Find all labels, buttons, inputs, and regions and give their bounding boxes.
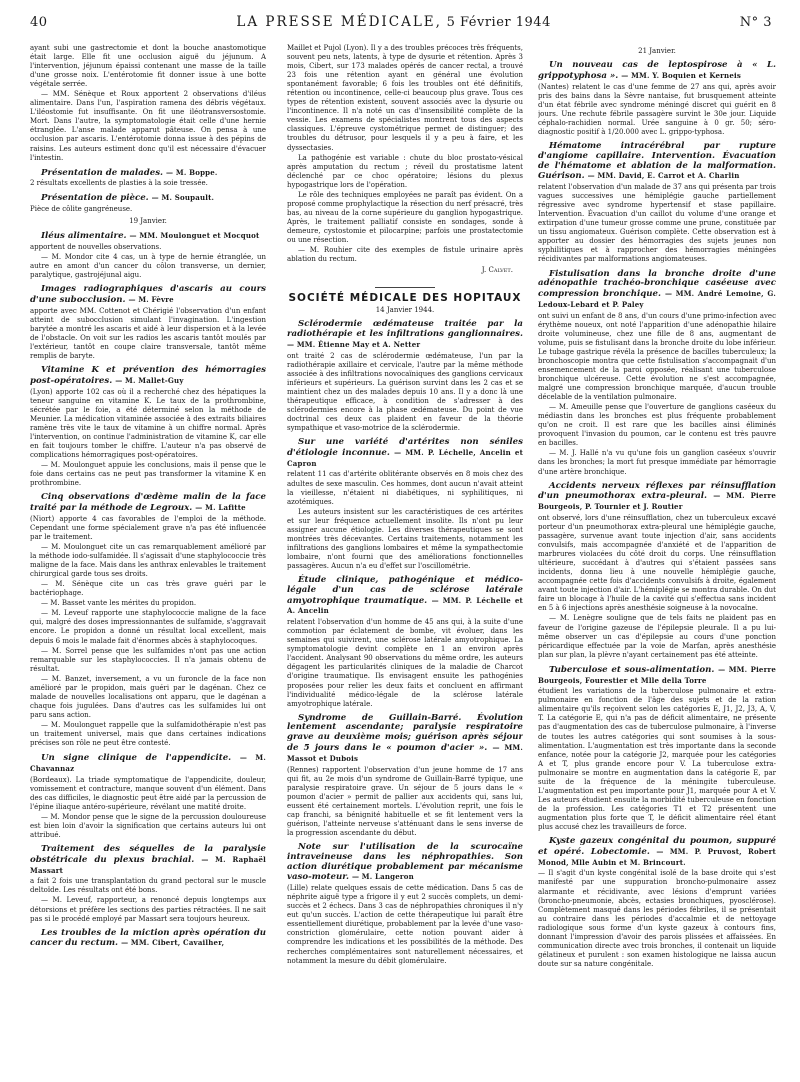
section-heading: Un signe clinique de l'appendicite. — M. Chavannaz	[30, 753, 266, 773]
section-heading: Un nouveau cas de leptospirose à « L. grippotyphosa ». — MM. Y. Boquien et Kerneis	[538, 60, 776, 81]
paragraph: — M. Rouhier cite des exemples de fistule urinaire après ablation du rectum.	[287, 246, 523, 264]
paragraph: apporte avec MM. Cottenot et Chérigié l'observation d'un enfant atteint de subocclusion simulant l'invagination. L'ingestion barytée a montré les ascaris et aidé à leur dispersion et à la levée de l'obstacle. On voit sur les radios les ascaris tantôt moulés par l'extérieur, tantôt en coupe claire transversale, tantôt même remplis de baryte.	[30, 306, 266, 361]
paragraph: — M. Ameuille pense que l'ouverture de ganglions caséeux du médiastin dans les bronches est plus fréquente probablement qu'on ne croit. Il est rare que les bacilles ainsi éliminés provoquent l'invasion du poumon, car le contenu est très pauvre en bacilles.	[538, 403, 776, 448]
paragraph: — M. Basset vante les mérites du propidon.	[41, 599, 197, 608]
paragraph: — M. Leveuf, rapporteur, a renoncé depuis longtemps aux détorsions et préfère les sections des parties rétractées. Il ne sait pas si le procédé employé par Massart sera toujours heureux.	[30, 896, 266, 923]
paragraph: — M. Sorrel pense que les sulfamides n'ont pas une action remarquable sur les staphylococcies. Il n'a jamais obtenu de résultat.	[30, 646, 266, 673]
paragraph: (Bordeaux). La triade symptomatique de l'appendicite, douleur, vomissement et contracture, manque souvent d'un élément. Dans des cas difficiles, le diagnostic peut être aidé par la percussion de l'épine iliaque antéro-supérieure, révélant une matité droite.	[30, 775, 266, 811]
section-heading: Cinq observations d'œdème malin de la face traité par la méthode de Legroux. — M. Lafitte	[30, 492, 266, 514]
paragraph: Maillet et Pujol (Lyon). Il y a des troubles précoces très fréquents, souvent peu nets, latents, à type de dysurie et rétention. Après 3 mois, Cibert, sur 173 malades opérés de cancer rectal, a trouvé 23 fois une rétention ayant en général une évolution spontanément favorable; 6 fois les troubles ont été définitifs, rétention ou incontinence, celle-ci beaucoup plus grave. Tous ces types de rétention existent, souvent associés avec la dysurie ou l'incontinence. Il n'a noté un cas d'insensibilité complète de la vessie. Les examens de spécialistes montrent tous des aspects classiques. L'épreuve cystométrique permet de distinguer; des troubles du détrusor, pour lesquels il y a peu à faire, et les dyssectasies.	[287, 44, 523, 152]
paragraph: ayant subi une gastrectomie et dont la bouche anastomotique était large. Elle fit une occlusion aiguë du jéjunum. A l'intervention, jéjunum épaissi contenant une masse de la taille d'une grosse noix. L'entérotomie fit donner issue à une botte végétale serrée.	[30, 44, 266, 89]
session-date: 19 Janvier.	[129, 217, 167, 226]
society-title: SOCIÉTÉ MÉDICALE DES HOPITAUX	[288, 292, 522, 305]
paragraph: (Rennes) rapportent l'observation d'un jeune homme de 17 ans qui fit, au 2e mois d'un syndrome de Guillain-Barré typique, une paralysie respiratoire grave. Un séjour de 5 jours dans le « poumon d'acier » permit de pallier aux accidents qui, sans lui, eussent été certainement mortels. L'évolution reprit, une fois le cap franchi, sa bénignité habituelle et se fit lentement vers la guérison, l'atteinte nerveuse s'atténuant dans le sens inverse de la progression ascendante du début.	[287, 765, 523, 837]
paragraph: Pièce de côlite gangréneuse.	[30, 205, 133, 214]
section-heading: Présentation de pièce. — M. Soupault.	[41, 193, 215, 204]
paragraph: relatent l'observation d'un homme de 45 ans qui, à la suite d'une commotion par éclatement de bombe, vit évoluer, dans les semaines qui suivirent, une sclérose latérale amyotrophique. La symptomatologie devint complète en 1 an environ après l'accident. Analysant 90 observations du même ordre, les auteurs dégagent les particularités cliniques de la maladie de Charcot d'origine traumatique. Ils envisagent ensuite les pathogénies proposées pour relier les deux faits et concluent en affirmant l'individualité médico-légale de la sclérose latérale amyotrophique latérale.	[287, 618, 523, 708]
column-1	[30, 44, 266, 1074]
section-heading: Kyste gazeux congénital du poumon, suppuré et opéré. Lobectomie. — MM. P. Pruvost, Robert Monod, Mlle Aubin et M. Brincourt.	[538, 836, 776, 867]
paragraph: ont suivi un enfant de 8 ans, d'un cours d'une primo-infection avec érythème noueux, ont noté l'apparition d'une adénopathie hilaire droite volumineuse, chez une fille de 8 ans, augmentant de volume, puis se fistulisant dans la bronche droite du lobe inférieur. Le tubage gastrique révéla la présence de bacilles tuberculeux; la bronchoscopie montra que cette fistulisation s'accompagnait d'un ensemencement de la paroi opposée, réalisant une tuberculose bronchique ulcéreuse. Cette évolution ne s'est accompagnée, malgré une compression bronchique marquée, d'aucun trouble décelable de la ventilation pulmonaire.	[538, 311, 776, 402]
issue-number: N° 3	[739, 15, 772, 30]
paragraph: ont traité 2 cas de sclérodermie œdémateuse, l'un par la radiothérapie axillaire et cervicale, l'autre par la même méthode associée à des infiltrations novocaïniques des ganglions cervicaux inférieurs et supérieurs. La guérison survint dans les 2 cas et se maintient chez un des malades depuis 10 ans. Il y a donc là une thérapeutique efficace, à condition de s'adresser à des sclérodermies encore à la phase œdémateuse. Du point de vue doctrinal ces deux cas plaident en faveur de la théorie sympathique et vaso-motrice de la sclérodermie.	[287, 351, 523, 433]
section-heading: Syndrome de Guillain-Barré. Évolution lentement ascendante; paralysie respiratoire grave au deuxième mois; guérison après séjour de 5 jours dans le « poumon d'acier ». — MM. Massot et Dubois	[287, 712, 523, 763]
section-heading: Traitement des séquelles de la paralysie obstétricale du plexus brachial. — M. Raphaël Massart	[30, 844, 266, 875]
paragraph: relatent l'observation d'un malade de 37 ans qui présenta par trois vagues successives une hémiplégie gauche partiellement régressive avec syndrome hypertensif et stase papillaire. Intervention. Évacuation d'un caillot du volume d'une orange et extirpation d'une tumeur grosse comme une prune, constituée par un tissu angiomateux. Guérison complète. Cette observation est à apporter au dossier des hémorragies des sujets jeunes non syphilitiques et à rapprocher des hémorragies méningées récidivantes par malformations angiomateuses.	[538, 183, 776, 264]
paragraph: — M. J. Hallé n'a vu qu'une fois un ganglion caséeux s'ouvrir dans les bronches; la mort fut presque immédiate par hémorragie d'une artère bronchique.	[538, 449, 776, 476]
page-header	[30, 14, 772, 36]
paragraph: (Lyon) apporte 102 cas où il a recherché chez des hépatiques la teneur sanguine en vitamine K. Le taux de la prothrombine, sécrétée par le foie, a été déterminé selon la méthode de Meunier. La médication vitaminée associée à des extraits biliaires ramène très vite le taux de vitamine à un chiffre normal. Après l'intervention, on continue l'administration de vitamine K, car elle en fait toujours tomber le chiffre. L'auteur n'a pas observé de complications hémorragiques post-opératoires.	[30, 387, 266, 460]
paragraph: Le rôle des techniques employées ne paraît pas évident. On a proposé comme prophylactique la résection du nerf présacré, très bas, au niveau de la corne supérieure du ganglion hypogastrique. Après, le traitement palliatif consiste en sondages, sonde à demeure, cystostomie et pilocarpine; parfois une prostatectomie ou une résection.	[287, 190, 523, 244]
paragraph: (Lille) relate quelques essais de cette médication. Dans 5 cas de néphrite aiguë type a frigore il y eut 2 succès complets, un demi-succès et 2 échecs. Dans 3 cas de néphropathies chroniques il n'y eut qu'un succès. L'action de cette thérapeutique lui paraît être essentiellement diurétique, probablement par la levée d'une vaso-constriction glomérulaire, cette notion pouvant aider à comprendre les indications et les possibilités de la méthode. Des recherches complémentaires sont naturellement nécessaires, et notamment la mesure du débit glomérulaire.	[287, 884, 523, 965]
paragraph: Les auteurs insistent sur les caractéristiques de ces artérites et sur leur fréquence actuellement insolite. Ils n'ont pu leur assigner aucune étiologie. Les diverses thérapeutiques se sont montrées très décevantes. Certains traitements, notamment les infiltrations des ganglions lombaires et même la sympathectomie lombaire, n'ont fourni que des améliorations fonctionnelles passagères. Aucun n'a eu d'effet sur l'oscillométrie.	[287, 507, 523, 570]
paragraph: — Il s'agit d'un kyste congénital isolé de la base droite qui s'est manifesté par une suppuration broncho-pulmonaire assez alarmante et récidivante, avec lésions d'emprunt variées (broncho-pneumonie, abcès, ectasies bronchiques, pyosclérose). Complètement masqué dans les périodes fébriles, il se présentait au contraire dans les périodes d'accalmie et de nettoyage radiologique sous forme d'un kyste gazeux à contours fins, donnant l'impression d'avoir des parois plissées et affaissées. En communication directe avec trois bronches, il contenait un liquide gélatineux et purulent : son examen histologique ne laissa aucun doute sur sa nature congénitale.	[538, 869, 776, 968]
page-number: 40	[30, 15, 48, 30]
paragraph: — M. Banzet, inversement, a vu un furoncle de la face non amélioré par le propidon, mais guéri par le dagénan. Chez ce malade de nouvelles localisations ont apparu, que le dagénan a chaque fois jugulées. Dans d'autres cas les sulfamides lui ont paru sans action.	[30, 674, 266, 719]
paragraph: (Niort) apporte 4 cas favorables de l'emploi de la méthode. Cependant une forme spécialement grave n'a pas été influencée par le traitement.	[30, 514, 266, 541]
paragraph: — MM. Sénèque et Roux apportent 2 observations d'iléus alimentaire. Dans l'un, l'aspiration ramena des débris végétaux. L'iléostomie fut insuffisante. On fit une iléotransversostomie. Mort. Dans l'autre, la symptomatologie était celle d'une hernie étranglée. L'anse malade apparut pâteuse. On pensa à une occlusion par ascaris. L'entérotomie donna issue à des pépins de raisins. Les auteurs estiment donc qu'il est nécessaire d'évacuer l'intestin.	[30, 90, 266, 162]
paragraph: étudient les variations de la tuberculose pulmonaire et extra-pulmonaire en fonction de l'âge des sujets et de la ration alimentaire qu'ils reçoivent selon les catégories E, J1, J2, J3, A, V, T. La catégorie E, qui n'a pas de déficit alimentaire, ne présente pas d'augmentation des cas de tuberculose pulmonaire, à l'inverse de toutes les autres catégories qui sont soumises à la sous-alimentation. L'augmentation est très importante dans la seconde enfance, notée pour la catégorie J2, marquée pour les catégories A et T, plus grande encore pour V. La tuberculose extra-pulmonaire se montre en augmentation dans la catégorie E, par suite de la fréquence de la méningite tuberculeuse. L'augmentation est peu importante pour J1, marquée pour A et V. Les auteurs étudient ensuite la morbidité tuberculeuse en fonction de la profession. Les catégories T1 et T2 présentent une augmentation plus forte que T, le déficit alimentaire réel étant plus accusé chez les travailleurs de force.	[538, 687, 776, 831]
section-heading: Les troubles de la miction après opération du cancer du rectum. — MM. Cibert, Cavailher,	[30, 927, 266, 949]
paragraph: — M. Moulonguet rappelle que la sulfamidothérapie n'est pas un traitement universel, mais que dans certaines indications précises son rôle ne peut être contesté.	[30, 720, 266, 748]
paragraph: La pathogénie est variable : chute du bloc prostato-vésical après amputation du rectum ; réveil du prostatisme latent déclenché par ce choc opératoire; lésions du plexus hypogastrique lors de l'opération.	[287, 153, 523, 189]
paragraph: — M. Mondor cite 4 cas, un à type de hernie étranglée, un autre en amont d'un cancer du côlon transverse, un dernier, paralytique, gastrojéjunal aigu.	[30, 253, 266, 280]
paragraph: (Nantes) relatent le cas d'une femme de 27 ans qui, après avoir pris des bains dans la Sèvre nantaise, fut brusquement atteinte d'un état fébrile avec syndrome méningé discret qui guérit en 8 jours. Une rechute fébrile passagère survint le 30e jour. Liquide céphalo-rachidien normal. Urée sanguine à 0 gr. 50; séro-diagnostic positif à 1/20.000 avec L. grippo-typhosa.	[538, 82, 776, 136]
section-heading: Sur une variété d'artérites non séniles d'étiologie inconnue. — MM. P. Léchelle, Ancelin et Capron	[287, 437, 523, 468]
section-heading: Présentation de malades. — M. Boppe.	[41, 167, 218, 178]
paragraph: — M. Mondor pense que le signe de la percussion douloureuse est bien loin d'avoir la signification que certains auteurs lui ont attribué.	[30, 812, 266, 839]
section-heading: Fistulisation dans la bronche droite d'une adénopathie trachéo-bronchique caséeuse avec compression bronchique. — MM. André Lemoine, G. Ledoux-Lebard et P. Paley	[538, 268, 776, 309]
paragraph: — M. Moulonguet cite un cas remarquablement amélioré par la méthode iodo-sulfamidée. Il s'agissait d'une staphylococcie très maligne de la face. Mais dans les anthrax enlevables le traitement chirurgical garde tous ses droits.	[30, 543, 266, 579]
paragraph: 2 résultats excellents de plasties à la soie tressée.	[30, 179, 208, 188]
paragraph: — M. Leveuf rapporte une staphylococcie maligne de la face qui, malgré des doses impressionnantes de sulfamide, s'aggravait encore. Le propidon a donné un résultat local excellent, mais depuis 6 mois le malade fait d'énormes abcès à staphylocoques.	[30, 609, 266, 645]
paragraph: relatent 11 cas d'artérite oblitérante observés en 8 mois chez des adultes de sexe masculin. Ces hommes, dont aucun n'avait atteint la vieillesse, n'étaient ni diabétiques, ni syphilitiques, ni azotémiques.	[287, 470, 523, 506]
journal-title: LA PRESSE MÉDICALE, 5 Février 1944	[236, 14, 551, 30]
section-heading: Note sur l'utilisation de la scurocaïne intraveineuse dans les néphropathies. Son action diurétique probablement par mécanisme vaso-moteur. — M. Langeron	[287, 842, 523, 883]
section-heading: Images radiographiques d'ascaris au cours d'une subocclusion. — M. Fèvre	[30, 284, 266, 306]
section-heading: Sclérodermie œdémateuse traitée par la radiothérapie et les infiltrations ganglionnaires. — MM. Étienne May et A. Netter	[287, 319, 523, 349]
paragraph: ont observé, lors d'une réinsufflation, chez un tuberculeux excavé porteur d'un pneumothorax extra-pleural une hémiplégie gauche, passagère, survenue avant toute injection d'air, sans accidents convulsifs, mais accompagnée d'anxiété et de l'apparition de marbrures violacées du côté droit du corps. Une réinsufflation ultérieure, succédant à d'autres qui s'étaient passées sans incidents, donna lieu à une nouvelle hémiplégie gauche, accompagnée cette fois d'accidents convulsifs à droite, également avant toute injection d'air. L'hémiplégie se montra durable. On dut faire un blocage à l'huile de la cavité qui s'effectua sans incident en 5 à 6 injections après anesthésie soigneuse à la novocaïne.	[538, 513, 776, 613]
section-heading: Accidents nerveux réflexes par réinsufflation d'un pneumothorax extra-pleural. — MM. Pierre Bourgeois, P. Tournier et J. Routier	[538, 480, 776, 512]
session-date: 14 Janvier 1944.	[375, 306, 435, 315]
paragraph: — M. Sénèque cite un cas très grave guéri par le bactériophage.	[30, 580, 266, 598]
session-date: 21 Janvier.	[638, 47, 676, 55]
section-heading: Vitamine K et prévention des hémorragies post-opératoires. — M. Mallet-Guy	[30, 365, 266, 386]
paragraph: apportent de nouvelles observations.	[30, 243, 162, 252]
column-3	[538, 44, 776, 1074]
section-heading: Tuberculose et sous-alimentation. — MM. Pierre Bourgeois, Fourestier et Mlle della Torre	[538, 664, 776, 685]
section-heading: Iléus alimentaire. — MM. Moulonguet et Mocquot	[41, 231, 260, 242]
paragraph: — M. Lenègre souligne que de tels faits ne plaident pas en faveur de l'origine gazeuse de l'épilepsie pleurale. Il a pu lui-même observer un cas d'épilepsie au cours d'une ponction péricardique effectuée par la voie de Marfan, après anesthésie plan sur plan, la plèvre n'ayant certainement pas été atteinte.	[538, 614, 776, 659]
section-heading: Hématome intracérébral par rupture d'angiome capillaire. Intervention. Évacuation de l'hématome et ablation de la malformation. Guérison. — MM. David, E. Carrot et A. Charlin	[538, 140, 776, 182]
divider	[375, 287, 435, 288]
paragraph: a fait 2 fois une transplantation du grand pectoral sur le muscle deltoïde. Les résultats ont été bons.	[30, 877, 266, 895]
signature: J. Calvet.	[481, 266, 513, 275]
column-2	[287, 44, 523, 1074]
section-heading: Étude clinique, pathogénique et médico-légale d'un cas de sclérose latérale amyotrophique traumatique. — MM. P. Léchelle et A. Ancelin	[287, 574, 523, 616]
paragraph: — M. Moulonguet appuie les conclusions, mais il pense que le foie dans certains cas ne peut pas transformer la vitamine K en prothrombine.	[30, 461, 266, 488]
